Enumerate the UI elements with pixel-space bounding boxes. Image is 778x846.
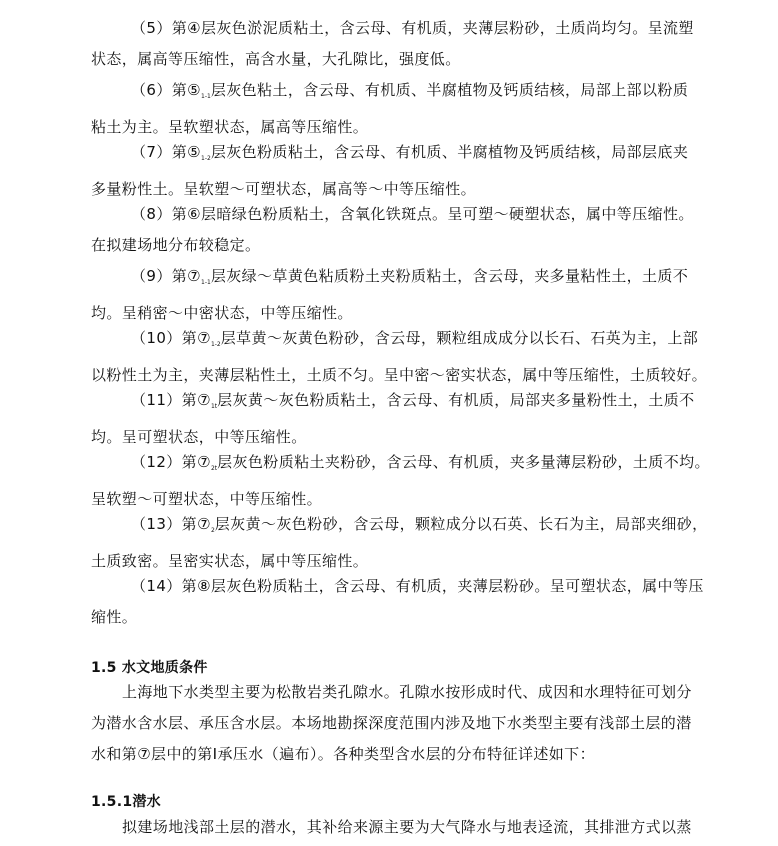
layer-subscript: 1-1 <box>201 279 211 286</box>
paragraph-line <box>91 75 713 112</box>
item-text: 层灰色粘土，含云母、有机质、半腐植物及钙质结核，局部上部以粉质 <box>210 81 689 99</box>
list-item <box>91 137 713 205</box>
item-prefix: （7）第⑤ <box>131 143 201 161</box>
item-prefix: （6）第⑤ <box>131 81 201 99</box>
paragraph-line: 缩性。 <box>91 608 138 626</box>
list-item <box>91 447 713 515</box>
paragraph-line <box>91 261 713 298</box>
paragraph-line: 均。呈可塑状态，中等压缩性。 <box>91 428 307 446</box>
layer-subscript: 1-2 <box>210 341 221 348</box>
subsection-heading: 1.5.1潜水 <box>91 794 161 810</box>
paragraph-line: 均。呈稍密～中密状态，中等压缩性。 <box>91 304 353 322</box>
paragraph-line <box>91 385 713 422</box>
item-text: 层草黄～灰黄色粉砂，含云母，颗粒组成成分以长石、石英为主，上部 <box>220 329 699 347</box>
list-item <box>91 75 713 143</box>
item-text: 层灰色粉质粘土，含云母、有机质、半腐植物及钙质结核，局部层底夹 <box>210 143 689 161</box>
paragraph-line: 为潜水含水层、承压含水层。本场地勘探深度范围内涉及地下水类型主要有浅部土层的潜 <box>91 714 692 732</box>
item-text: 层灰黄～灰色粉质粘土，含云母、有机质，局部夹多量粉性土，土质不 <box>217 391 695 409</box>
list-item <box>91 571 713 633</box>
paragraph-line <box>91 447 713 484</box>
paragraph-line <box>91 323 713 360</box>
section-paragraph <box>91 677 713 770</box>
list-item <box>91 13 713 75</box>
paragraph-line: 多量粉性土。呈软塑～可塑状态，属高等～中等压缩性。 <box>91 180 477 198</box>
layer-subscript: 1-2 <box>201 155 211 162</box>
subsection-paragraph <box>91 812 713 843</box>
section-heading: 1.5 水文地质条件 <box>91 660 208 676</box>
list-item <box>91 323 713 391</box>
paragraph-line <box>91 509 713 546</box>
paragraph-line: 上海地下水类型主要为松散岩类孔隙水。孔隙水按形成时代、成因和水理特征可划分 <box>122 683 692 701</box>
paragraph-line: 状态，属高等压缩性，高含水量，大孔隙比，强度低。 <box>91 50 461 68</box>
paragraph-line: 粘土为主。呈软塑状态，属高等压缩性。 <box>91 118 369 136</box>
item-text: 层灰绿～草黄色粘质粉土夹粉质粘土，含云母，夹多量粘性土，土质不 <box>210 267 689 285</box>
item-prefix: （10）第⑦ <box>131 329 211 347</box>
layer-subscript: 1t <box>210 403 218 410</box>
item-prefix: （9）第⑦ <box>131 267 201 285</box>
item-prefix: （13）第⑦ <box>131 515 211 533</box>
item-text: 层灰黄～灰色粉砂，含云母，颗粒成分以石英、长石为主，局部夹细砂， <box>214 515 708 533</box>
list-item <box>91 261 713 329</box>
paragraph-line: 以粉性土为主，夹薄层粘性土，土质不匀。呈中密～密实状态，属中等压缩性，土质较好。 <box>91 366 708 384</box>
list-item <box>91 385 713 453</box>
paragraph-line: （14）第⑧层灰色粉质粘土，含云母、有机质，夹薄层粉砂。呈可塑状态，属中等压 <box>131 577 704 595</box>
item-prefix: （12）第⑦ <box>131 453 211 471</box>
item-text: 层灰色粉质粘土夹粉砂，含云母、有机质，夹多量薄层粉砂，土质不均。 <box>217 453 710 471</box>
list-item <box>91 509 713 577</box>
item-prefix: （11）第⑦ <box>131 391 211 409</box>
paragraph-line: 土质致密。呈密实状态，属中等压缩性。 <box>91 552 369 570</box>
paragraph-line: 拟建场地浅部土层的潜水，其补给来源主要为大气降水与地表迳流，其排泄方式以蒸 <box>122 818 692 836</box>
layer-subscript: 2 <box>210 527 215 534</box>
paragraph-line: （5）第④层灰色淤泥质粘土，含云母、有机质，夹薄层粉砂，土质尚均匀。呈流塑 <box>131 19 694 37</box>
paragraph-line: （8）第⑥层暗绿色粉质粘土，含氧化铁斑点。呈可塑～硬塑状态，属中等压缩性。 <box>131 205 694 223</box>
paragraph-line: 呈软塑～可塑状态，中等压缩性。 <box>91 490 323 508</box>
layer-subscript: 2t <box>210 465 218 472</box>
paragraph-line <box>91 137 713 174</box>
paragraph-line: 在拟建场地分布较稳定。 <box>91 236 261 254</box>
paragraph-line: 水和第⑦层中的第Ⅰ承压水（遍布）。各种类型含水层的分布特征详述如下： <box>91 745 595 763</box>
layer-subscript: 1-1 <box>201 93 211 100</box>
list-item <box>91 199 713 261</box>
